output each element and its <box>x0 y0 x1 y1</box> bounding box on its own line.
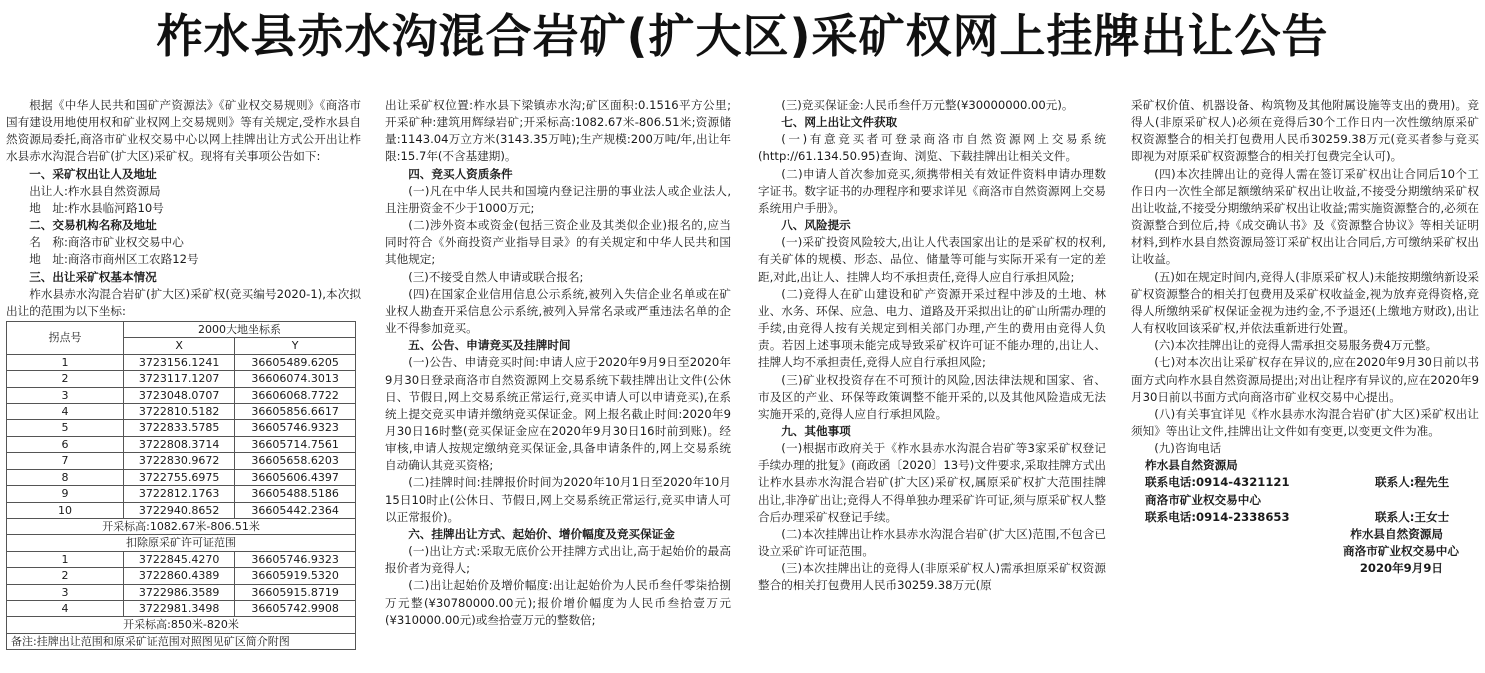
extent-cell-n: 4 <box>7 404 124 420</box>
section-4-item-4: (四)在国家企业信用信息公示系统,被列入失信企业名单或在矿业权人勘查开采信息公示系统,被列入异常名录或严重违法名单的企业不得参加竞买。 <box>385 286 731 336</box>
table-row <box>7 404 356 420</box>
section-6-item-2: (二)出让起始价及增价幅度:出让起始价为人民币叁仟零柒拾捌万元整(¥30780000.00元);报价增价幅度为人民币叁拾壹万元(¥310000.00元)或叁拾壹万元的整数倍; <box>385 578 731 627</box>
extent-cell-n: 9 <box>7 486 124 502</box>
exclusion-cell-x: 3722986.3589 <box>124 584 235 600</box>
section-9-item-4: (四)本次挂牌出让的竞得人需在签订采矿权出让合同后10个工作日内一次性全部足额缴纳采矿权出让收益,不接受分期缴纳采矿权出让收益,不接受分期缴纳采矿权出让收益;需实施资源整合的,必须在资源整合到位后,持《成交确认书》及《资源整合协议》等相关证明材料,到柞水县自然资源局签订采矿权出让合同后,方可缴纳采矿权出让收益。 <box>1131 166 1479 267</box>
extent-cell-x: 3722755.6975 <box>124 469 235 485</box>
contact-person-1: 联系人:程先生 <box>1375 475 1450 490</box>
extent-cell-n: 1 <box>7 354 124 370</box>
section-3-paragraph: 柞水县赤水沟混合岩矿(扩大区)采矿权(竞买编号2020-1),本次拟出让的范围为以下坐标: <box>6 286 361 318</box>
table-row <box>7 600 356 616</box>
section-9-heading: 九、其他事项 <box>781 423 851 438</box>
table-row <box>7 436 356 452</box>
contact-phone-2: 联系电话:0914-2338653 <box>1145 509 1290 524</box>
elevation-range-1: 开采标高:1082.67米-806.51米 <box>7 518 356 534</box>
section-4-item-2: (二)涉外资本或资金(包括三资企业及其类似企业)报名的,应当同时符合《外商投资产业指导目录》的有关规定和中华人民共和国其他规定; <box>385 218 731 267</box>
exclusion-cell-x: 3722981.3498 <box>124 600 235 616</box>
table-note: 备注:挂牌出让范围和原采矿证范围对照图见矿区简介附图 <box>7 633 356 649</box>
section-5-heading: 五、公告、申请竞买及挂牌时间 <box>408 338 571 353</box>
section-9-item-5: (五)如在规定时间内,竞得人(非原采矿权人)未能按期缴纳新设采矿权资源整合的相关打包费用及采矿权收益金,视为放弃竞得资格,竞得人所缴纳采矿权保证金视为违约金,不予退还(上缴地方财政),出让人有权收回该采矿权,并依法重新进行处置。 <box>1131 269 1479 336</box>
table-row <box>7 551 356 567</box>
column-1 <box>6 97 361 673</box>
section-8-item-3: (三)矿业权投资存在不可预计的风险,因法律法规和国家、省、市及区的产业、环保等政策调整不能开采的,以及其他风险造成无法实施开采的,竞得人应自行承担风险。 <box>758 372 1106 421</box>
section-9-item-1: (一)根据市政府关于《柞水县赤水沟混合岩矿等3家采矿权登记手续办理的批复》(商政函〔2020〕13号)文件要求,采取挂牌方式出让柞水县赤水沟混合岩矿(扩大区)采矿权,属原采矿权扩大范围挂牌出让,非净矿出让;竞得人不得单独办理采矿许可证,须与原采矿权人整合后办理采矿权登记手续。 <box>758 441 1106 524</box>
section-9-item-6: (六)本次挂牌出让的竞得人需承担交易服务费4万元整。 <box>1154 338 1438 353</box>
section-8-item-1: (一)采矿投资风险较大,出让人代表国家出让的是采矿权的权利,有关矿体的规模、形态、品位、储量等可能与实际开采有一定的差距,对此,出让人、挂牌人均不承担责任,竞得人应自行承担风险; <box>758 235 1106 284</box>
table-row <box>7 354 356 370</box>
exclusion-cell-y: 36605742.9908 <box>235 600 356 616</box>
contact-row-2 <box>1131 509 1479 526</box>
table-row <box>7 568 356 584</box>
extent-cell-y: 36605442.2364 <box>235 502 356 518</box>
exclusion-cell-x: 3722860.4389 <box>124 568 235 584</box>
grantor-address-line: 地 址:柞水县临河路10号 <box>29 200 164 215</box>
extent-cell-y: 36605658.6203 <box>235 453 356 469</box>
exclusion-cell-n: 3 <box>7 584 124 600</box>
section-4-item-1: (一)凡在中华人民共和国境内登记注册的事业法人或企业法人,且注册资金不少于1000万元; <box>385 183 731 215</box>
section-3-heading: 三、出让采矿权基本情况 <box>29 269 157 284</box>
agency-address-line: 地 址:商洛市商州区工农路12号 <box>29 252 199 267</box>
contact-row-1 <box>1131 474 1479 491</box>
table-row <box>7 502 356 518</box>
deposit-paragraph: (三)竞买保证金:人民币叁仟万元整(¥30000000.00元)。 <box>781 98 1074 112</box>
extent-cell-n: 3 <box>7 387 124 403</box>
section-5-item-1: (一)公告、申请竞买时间:申请人应于2020年9月9日至2020年9月30日登录商洛市自然资源网上交易系统下载挂牌出让文件(公休日、节假日,网上交易系统正常运行,竞买申请人可以申请竞买),在系统上提交竞买申请并缴纳竞买保证金。网上报名截止时间:2020年9月30日16时整(竞买保证金应在2020年9月30日16时前到账)。经审核,申请人按规定缴纳竞买保证金,具备申请条件的,网上交易系统自动确认其竞买资格; <box>385 355 731 473</box>
column-2 <box>385 97 731 673</box>
signature-org-1: 柞水县自然资源局 <box>1350 526 1443 541</box>
extent-cell-n: 5 <box>7 420 124 436</box>
exclusion-cell-y: 36605915.8719 <box>235 584 356 600</box>
signature-date: 2020年9月9日 <box>1359 561 1443 576</box>
column-4 <box>1131 97 1479 673</box>
extent-cell-x: 3722940.8652 <box>124 502 235 518</box>
section-8-item-2: (二)竞得人在矿山建设和矿产资源开采过程中涉及的土地、林业、水务、环保、应急、电力、道路及开采拟出让的矿山所需办理的手续,由竞得人按有关规定到相关部门办理,产生的费用由竞得人负责。若因上述事项未能完成导致采矿权许可证不能办理的,出让人、挂牌人均不承担责任,竞得人应自行承担风险; <box>758 286 1106 370</box>
extent-cell-x: 3722833.5785 <box>124 420 235 436</box>
extent-cell-n: 8 <box>7 469 124 485</box>
extent-cell-y: 36605489.6205 <box>235 354 356 370</box>
table-row <box>7 420 356 436</box>
extent-cell-n: 6 <box>7 436 124 452</box>
table-row <box>7 469 356 485</box>
table-row <box>7 486 356 502</box>
section-7-heading: 七、网上出让文件获取 <box>781 115 898 130</box>
column-3 <box>758 97 1106 673</box>
location-paragraph: 出让采矿权位置:柞水县下梁镇赤水沟;矿区面积:0.1516平方公里;开采矿种:建筑用辉绿岩矿;开采标高:1082.67米-806.51米;资源储量:1143.04万立方米(3143.35万吨);生产规模:200万吨/年,出让年限:15.7年(不含基建期)。 <box>385 98 731 164</box>
extent-cell-x: 3723117.1207 <box>124 371 235 387</box>
col-header-point: 拐点号 <box>7 322 124 355</box>
section-7-item-1: (一)有意竞买者可登录商洛市自然资源网上交易系统(http://61.134.50.95)查询、浏览、下载挂牌出让相关文件。 <box>758 132 1106 164</box>
section-9-item-9: (九)咨询电话 <box>1154 441 1222 456</box>
extent-cell-y: 36605746.9323 <box>235 420 356 436</box>
section-5-item-2: (二)挂牌时间:挂牌报价时间为2020年10月1日至2020年10月15日10时止(公休日、节假日,网上交易系统正常运行,竞买申请人可以正常报价)。 <box>385 475 731 524</box>
exclusion-cell-y: 36605919.5320 <box>235 568 356 584</box>
exclusion-cell-n: 2 <box>7 568 124 584</box>
extent-cell-y: 36605856.6617 <box>235 404 356 420</box>
table-row <box>7 453 356 469</box>
extent-cell-y: 36605714.7561 <box>235 436 356 452</box>
section-7-item-2: (二)申请人首次参加竞买,须携带相关有效证件资料申请办理数字证书。数字证书的办理程序和要求详见《商洛市自然资源网上交易系统用户手册》。 <box>758 166 1106 215</box>
extent-cell-n: 10 <box>7 502 124 518</box>
extent-cell-x: 3723048.0707 <box>124 387 235 403</box>
extent-cell-y: 36606068.7722 <box>235 387 356 403</box>
section-4-item-3: (三)不接受自然人申请或联合报名; <box>408 269 584 284</box>
page-title: 柞水县赤水沟混合岩矿(扩大区)采矿权网上挂牌出让公告 <box>156 9 1329 63</box>
extent-cell-x: 3722812.1763 <box>124 486 235 502</box>
extent-cell-y: 36606074.3013 <box>235 371 356 387</box>
section-2-heading: 二、交易机构名称及地址 <box>29 218 157 233</box>
continued-paragraph: 采矿权价值、机器设备、构筑物及其他附属设施等支出的费用)。竞得人(非原采矿权人)必须在竞得后30个工作日内一次性缴纳原采矿权资源整合的相关打包费用人民币30259.38万元(竞买者参与竞买即视为对原采矿权资源整合的相关打包费完全认可)。 <box>1131 98 1479 164</box>
elevation-range-2: 开采标高:850米-820米 <box>7 617 356 633</box>
table-row <box>7 633 356 649</box>
table-row <box>7 387 356 403</box>
section-9-item-3: (三)本次挂牌出让的竞得人(非原采矿权人)需承担原采矿权资源整合的相关打包费用人民币30259.38万元(原 <box>758 561 1106 593</box>
table-row <box>7 535 356 551</box>
contact-person-2: 联系人:王女士 <box>1375 509 1450 524</box>
extent-cell-x: 3723156.1241 <box>124 354 235 370</box>
exclusion-heading: 扣除原采矿许可证范围 <box>7 535 356 551</box>
extent-cell-y: 36605606.4397 <box>235 469 356 485</box>
extent-cell-n: 2 <box>7 371 124 387</box>
grantor-line: 出让人:柞水县自然资源局 <box>29 183 161 198</box>
section-4-heading: 四、竞买人资质条件 <box>408 166 513 181</box>
section-9-item-2: (二)本次挂牌出让柞水县赤水沟混合岩矿(扩大区)范围,不包含已设立采矿许可证范围。 <box>758 526 1106 559</box>
coordinates-table <box>6 321 356 650</box>
exclusion-cell-x: 3722845.4270 <box>124 551 235 567</box>
agency-name-line: 名 称:商洛市矿业权交易中心 <box>29 235 184 250</box>
section-6-item-1: (一)出让方式:采取无底价公开挂牌方式出让,高于起始价的最高报价者为竞得人; <box>385 544 731 576</box>
extent-cell-x: 3722830.9672 <box>124 453 235 469</box>
extent-cell-n: 7 <box>7 453 124 469</box>
section-9-item-7: (七)对本次出让采矿权存在异议的,应在2020年9月30日前以书面方式向柞水县自然资源局提出;对出让程序有异议的,应在2020年9月30日前以书面方式向商洛市矿业权交易中心提出。 <box>1131 355 1479 404</box>
intro-paragraph: 根据《中华人民共和国矿产资源法》《矿业权交易规则》《商洛市国有建设用地使用权和矿业权网上交易规则》等有关规定,受柞水县自然资源局委托,商洛市矿业权交易中心以网上挂牌出让方式公开出让柞水县赤水沟混合岩矿(扩大区)采矿权。现将有关事项公告如下: <box>6 98 361 164</box>
section-9-item-8: (八)有关事宜详见《柞水县赤水沟混合岩矿(扩大区)采矿权出让须知》等出让文件,挂牌出让文件如有变更,以变更文件为准。 <box>1131 406 1479 438</box>
extent-cell-x: 3722810.5182 <box>124 404 235 420</box>
col-header-system: 2000大地坐标系 <box>124 322 356 338</box>
table-row <box>7 518 356 534</box>
exclusion-cell-y: 36605746.9323 <box>235 551 356 567</box>
section-1-heading: 一、采矿权出让人及地址 <box>29 166 157 181</box>
table-row <box>7 584 356 600</box>
signature-org-2: 商洛市矿业权交易中心 <box>1343 544 1459 559</box>
exclusion-cell-n: 4 <box>7 600 124 616</box>
contact-org-2: 商洛市矿业权交易中心 <box>1145 492 1261 507</box>
contact-org-1: 柞水县自然资源局 <box>1145 458 1238 473</box>
exclusion-cell-n: 1 <box>7 551 124 567</box>
extent-cell-x: 3722808.3714 <box>124 436 235 452</box>
table-row <box>7 371 356 387</box>
section-6-heading: 六、挂牌出让方式、起始价、增价幅度及竞买保证金 <box>408 526 675 541</box>
col-header-x: X <box>124 338 235 354</box>
col-header-y: Y <box>235 338 356 354</box>
extent-cell-y: 36605488.5186 <box>235 486 356 502</box>
table-row <box>7 617 356 633</box>
section-8-heading: 八、风险提示 <box>781 218 851 233</box>
contact-phone-1: 联系电话:0914-4321121 <box>1145 475 1290 490</box>
